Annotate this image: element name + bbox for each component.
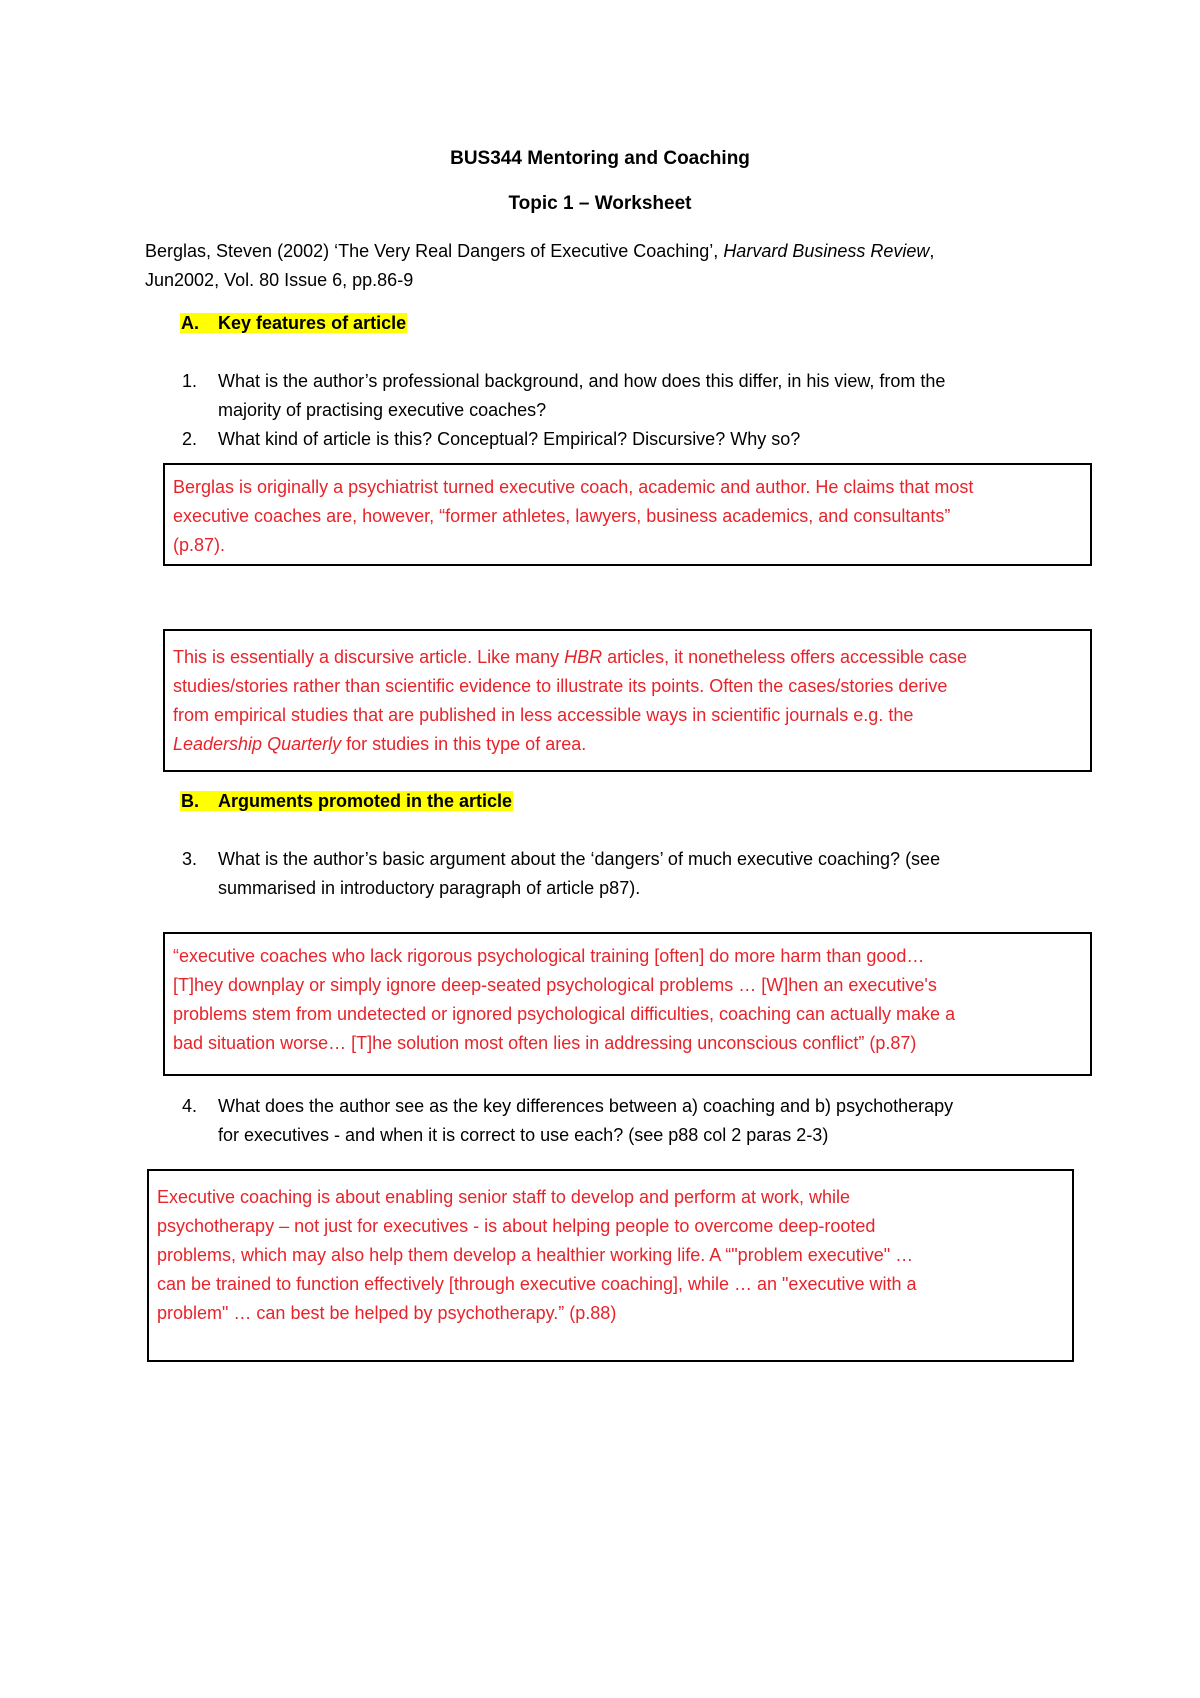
answer-2-line-3: from empirical studies that are published in less accessible ways in scientific journals e.g. the	[173, 705, 914, 725]
question-3-line-2: summarised in introductory paragraph of article p87).	[218, 878, 641, 898]
answer-2-line-4	[173, 730, 1082, 759]
question-3	[218, 845, 1098, 903]
citation-line-1	[145, 237, 934, 266]
answer-2-line-1	[173, 643, 1082, 672]
question-3-line-1: What is the author’s basic argument about the ‘dangers’ of much executive coaching? (see	[218, 849, 941, 869]
question-4-line-1: What does the author see as the key differences between a) coaching and b) psychotherapy	[218, 1096, 954, 1116]
question-4-number: 4.	[182, 1096, 198, 1116]
section-b-heading	[180, 791, 513, 812]
question-4	[218, 1092, 1098, 1150]
answer-1-box	[163, 463, 1092, 566]
course-title: BUS344 Mentoring and Coaching	[450, 148, 750, 169]
question-3-number: 3.	[182, 849, 198, 869]
answer-4-line-5: problem" … can best be helped by psychotherapy.” (p.88)	[157, 1303, 617, 1323]
section-a-title: Key features of article	[218, 313, 407, 333]
answer-4-line-3: problems, which may also help them develop a healthier working life. A “"problem executive" …	[157, 1245, 914, 1265]
answer-2-line-4-italic: Leadership Quarterly	[173, 734, 342, 754]
answer-3-box	[163, 932, 1092, 1076]
answer-3-line-2: [T]hey downplay or simply ignore deep-seated psychological problems … [W]hen an executive's	[173, 975, 937, 995]
answer-3-line-1: “executive coaches who lack rigorous psychological training [often] do more harm than good…	[173, 946, 925, 966]
question-1-line-2: majority of practising executive coaches?	[218, 400, 547, 420]
answer-2-line-4-suffix: for studies in this type of area.	[341, 734, 587, 754]
section-a-spacer	[200, 313, 217, 333]
question-1-line-1: What is the author’s professional background, and how does this differ, in his view, from the	[218, 371, 946, 391]
question-2-number: 2.	[182, 429, 198, 449]
worksheet-title: Topic 1 – Worksheet	[508, 193, 692, 214]
answer-2-line-1-suffix: articles, it nonetheless offers accessible case	[602, 647, 968, 667]
question-2	[218, 425, 1098, 454]
answer-4-line-2: psychotherapy – not just for executives - is about helping people to overcome deep-rooted	[157, 1216, 876, 1236]
answer-3-line-3: problems stem from undetected or ignored psychological difficulties, coaching can actually make a	[173, 1004, 956, 1024]
answer-1-line-3: (p.87).	[173, 535, 226, 555]
question-2-line-1: What kind of article is this? Conceptual? Empirical? Discursive? Why so?	[218, 429, 801, 449]
answer-2-box	[163, 629, 1092, 772]
section-b-letter: B.	[181, 791, 199, 811]
answer-4-line-4: can be trained to function effectively [through executive coaching], while … an "executive with a	[157, 1274, 917, 1294]
answer-1-line-2: executive coaches are, however, “former athletes, lawyers, business academics, and consultants”	[173, 506, 951, 526]
section-b-spacer	[200, 791, 217, 811]
answer-4-line-1: Executive coaching is about enabling senior staff to develop and perform at work, while	[157, 1187, 851, 1207]
answer-2-line-1-prefix: This is essentially a discursive article. Like many	[173, 647, 565, 667]
answer-4-box	[147, 1169, 1074, 1362]
answer-2-line-2: studies/stories rather than scientific evidence to illustrate its points. Often the cases/stories derive	[173, 676, 948, 696]
citation-journal: Harvard Business Review	[723, 241, 930, 261]
question-1	[218, 367, 1098, 425]
section-a-letter: A.	[181, 313, 199, 333]
answer-3-line-4: bad situation worse… [T]he solution most often lies in addressing unconscious conflict” (p.87)	[173, 1033, 917, 1053]
citation-line-2: Jun2002, Vol. 80 Issue 6, pp.86-9	[145, 270, 414, 290]
answer-2-line-1-italic: HBR	[564, 647, 603, 667]
question-1-number: 1.	[182, 371, 198, 391]
citation-prefix: Berglas, Steven (2002) ‘The Very Real Dangers of Executive Coaching’,	[145, 241, 724, 261]
citation-suffix: ,	[929, 241, 935, 261]
question-4-line-2: for executives - and when it is correct to use each? (see p88 col 2 paras 2-3)	[218, 1125, 829, 1145]
section-b-title: Arguments promoted in the article	[218, 791, 513, 811]
answer-1-line-1: Berglas is originally a psychiatrist turned executive coach, academic and author. He claims that most	[173, 477, 974, 497]
section-a-heading	[180, 313, 407, 334]
